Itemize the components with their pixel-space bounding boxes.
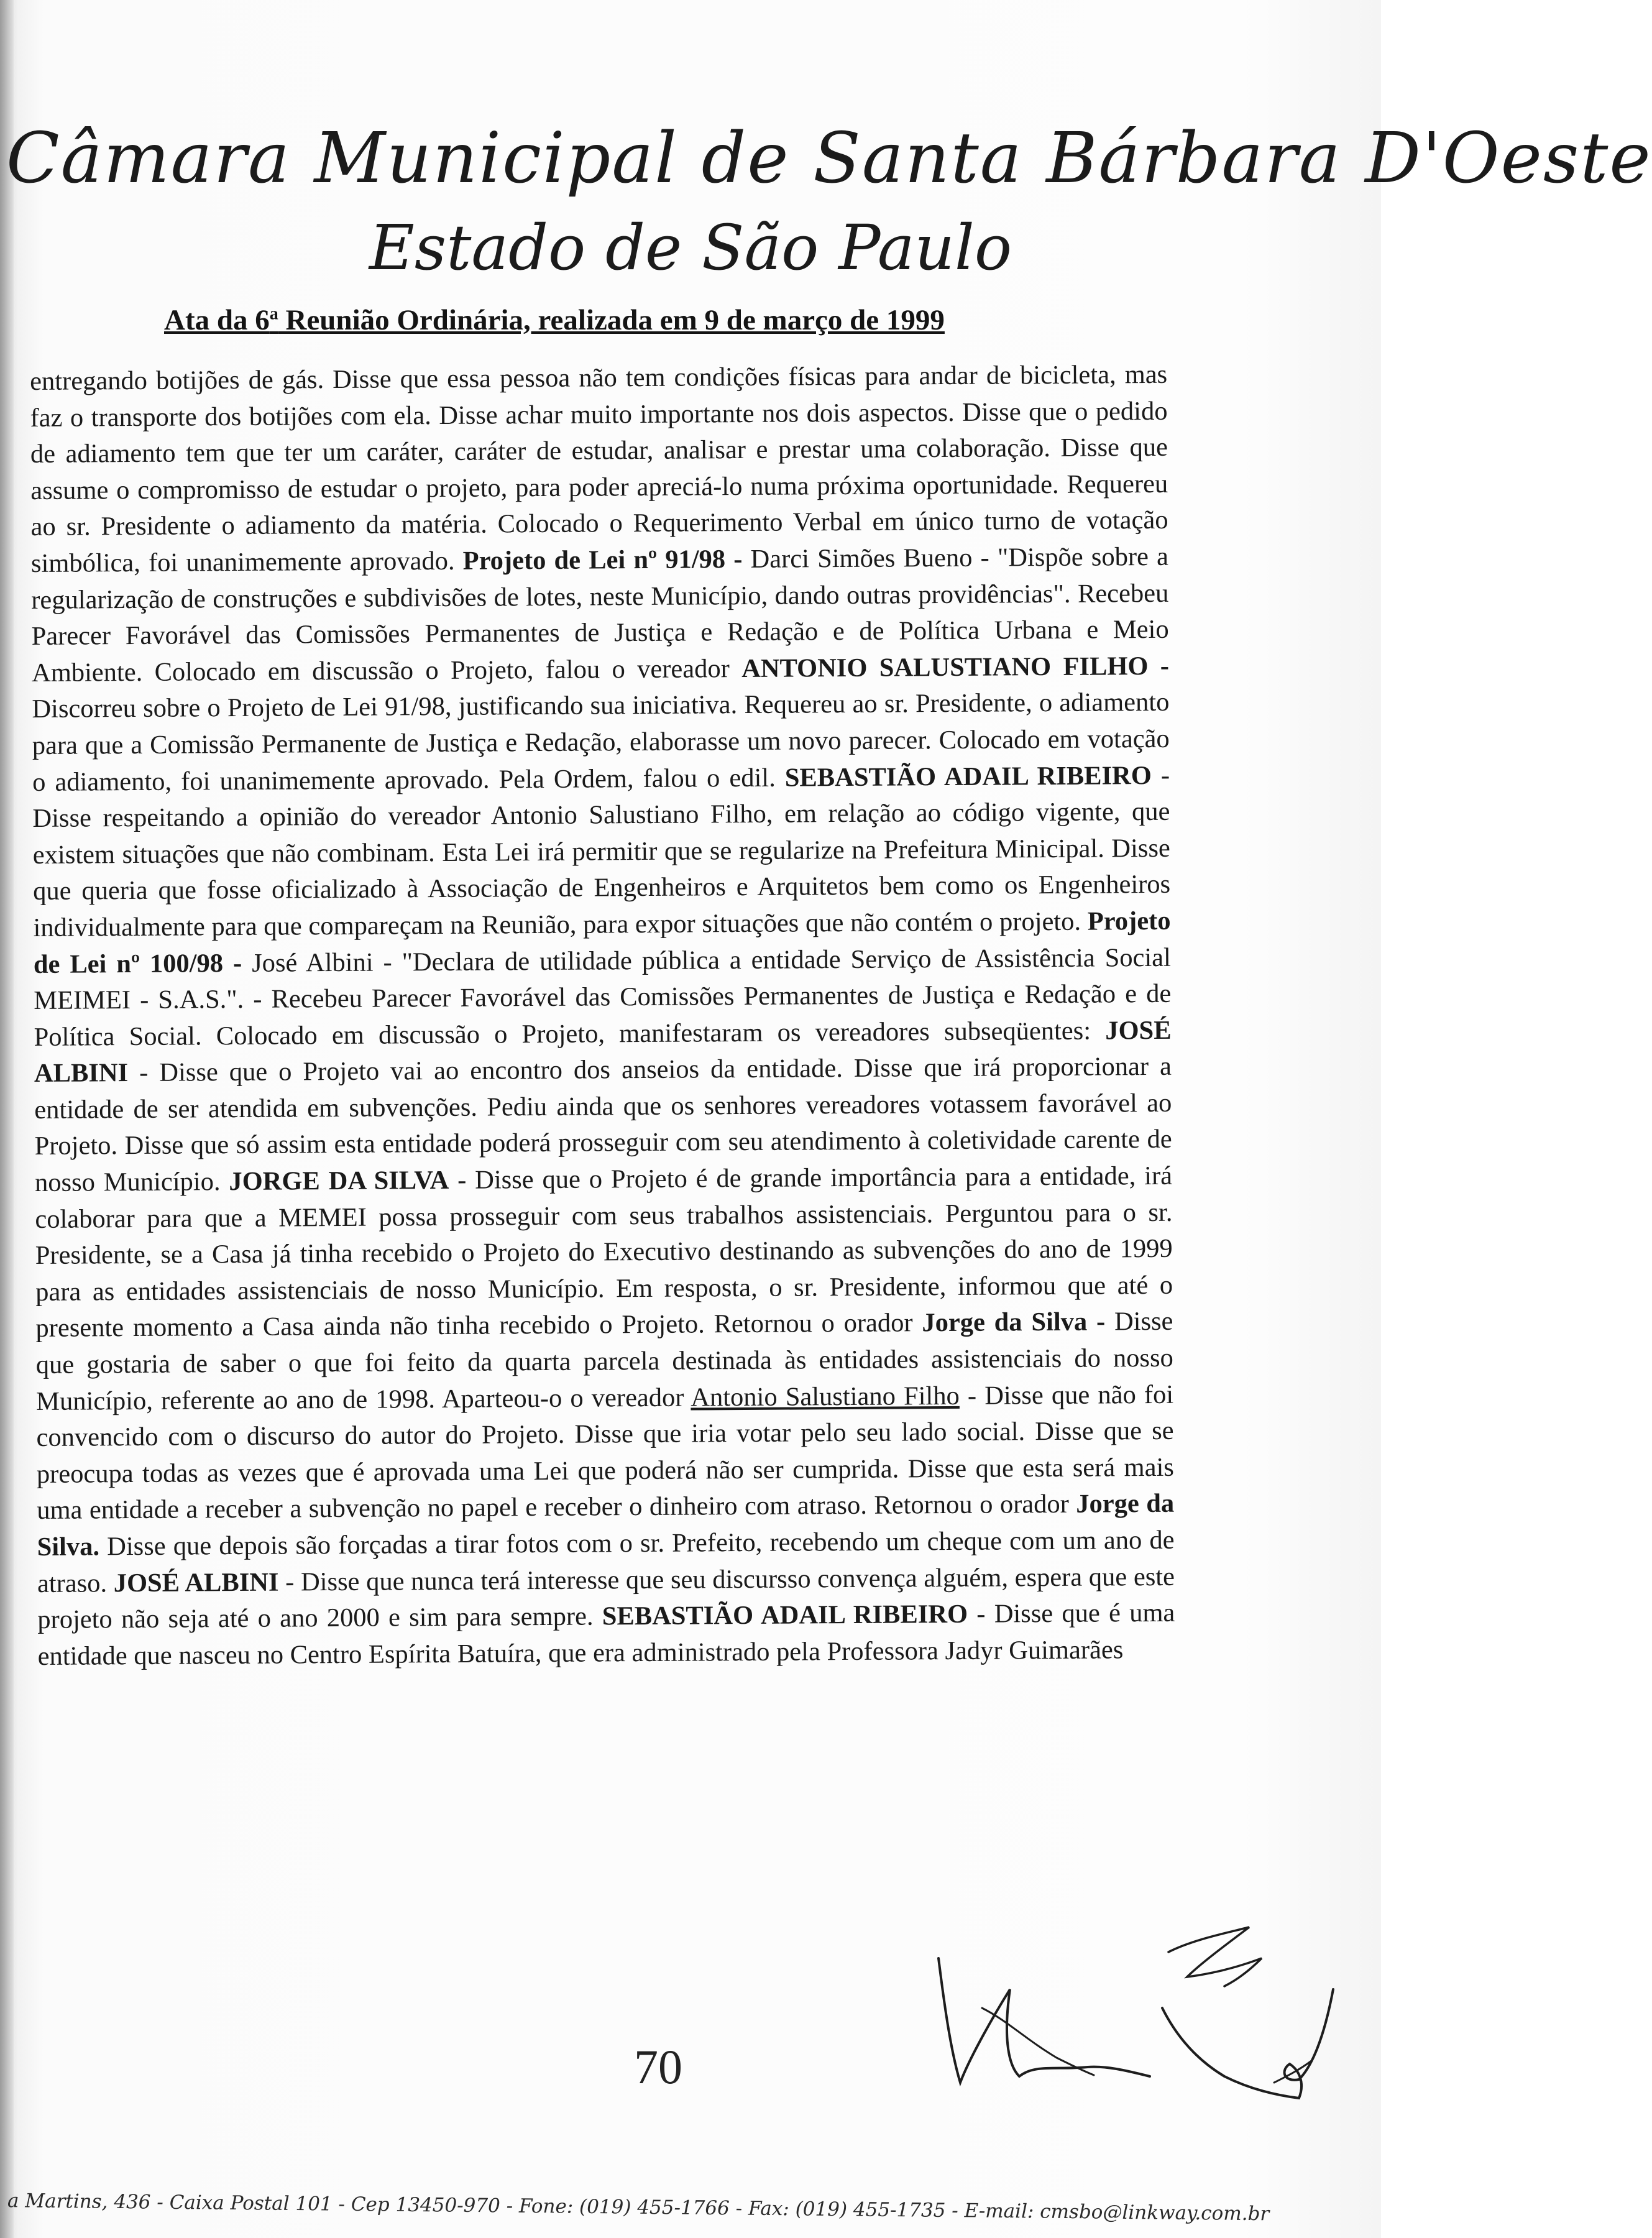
letterhead-state: Estado de São Paulo (369, 211, 1012, 284)
letterhead-chamber-name: Câmara Municipal de Santa Bárbara D'Oeste (6, 118, 1652, 199)
body-text-segment: Discorreu sobre o Projeto de Lei 91/98, justificando sua iniciativa. Requereu ao sr. Presidente, o adiamento para que a Comissão Permanente de Justiça e Redação, elaborasse um novo parecer. Colocado em votação o adiamento, foi unanimemente aprovado. Pela Ordem, falou o edil. (32, 688, 1170, 797)
speaker-name-underlined: Antonio Salustiano Filho (691, 1381, 960, 1412)
body-text-segment: Darci Simões Bueno - "Dispõe sobre a regularização de construções e subdivisões de lotes, neste Município, dando outras providências". Recebeu Parecer Favorável das Comissões Permanentes de Justiça e Redação e de Política Urbana e Meio Ambiente. Colocado em discussão o Projeto, falou o vereador (31, 541, 1169, 688)
page-number: 70 (634, 2040, 682, 2094)
title-prefix: Ata da 6 (164, 304, 270, 336)
bill-heading: Projeto de Lei nº 91/98 - (462, 544, 743, 576)
speaker-name: JORGE DA SILVA (229, 1165, 449, 1197)
speaker-name: Jorge da Silva - (922, 1307, 1106, 1338)
body-text-segment: entregando botijões de gás. Disse que essa pessoa não tem condições físicas para andar de bicicleta, mas faz o transporte dos botijões com ela. Disse achar muito importante nos dois aspectos. Disse que o pedido de adiamento tem que ter um caráter, caráter de estudar, analisar e prestar uma colaboração. Disse que assume o compromisso de estudar o projeto, para poder apreciá-lo numa próxima oportunidade. Requereu ao sr. Presidente o adiamento da matéria. Colocado o Requerimento Verbal em único turno de votação simbólica, foi unanimemente aprovado. (30, 359, 1168, 578)
speaker-name: SEBASTIÃO ADAIL RIBEIRO (602, 1600, 968, 1631)
body-text-segment: José Albini - "Declara de utilidade pública a entidade Serviço de Assistência Social MEIMEI - S.A.S.". - Recebeu Parecer Favorável das Comissões Permanentes de Justiça e Redação e de Política Social. Colocado em discussão o Projeto, manifestaram os vereadores subseqüentes: (34, 942, 1172, 1052)
title-rest: Reunião Ordinária, realizada em 9 de março de 1999 (278, 304, 945, 336)
body-text-segment: Disse que gostaria de saber o que foi feito da quarta parcela destinada às entidades assistenciais do nosso Município, referente ao ano de 1998. Aparteou-o o vereador (35, 1307, 1173, 1416)
body-text-segment: - Disse que o Projeto é de grande importância para a entidade, irá colaborar para que a MEMEI possa prosseguir com seus trabalhos assistenciais. Perguntou para o sr. Presidente, se a Casa já tinha recebido o Projeto do Executivo destinando as subvenções do ano de 1999 para as entidades assistenciais de nosso Município. Em resposta, o sr. Presidente, informou que até o presente momento a Casa ainda não tinha recebido o Projeto. Retornou o orador (35, 1161, 1173, 1343)
body-text-segment: - Disse que não foi convencido com o discurso do autor do Projeto. Disse que iria votar pelo seu lado social. Disse que se preocupa todas as vezes que é aprovada uma Lei que poderá não ser cumprida. Disse que esta será mais uma entidade a receber a subvenção no papel e receber o dinheiro com atraso. Retornou o orador (36, 1379, 1175, 1526)
signature-stroke (1162, 1989, 1333, 2098)
speaker-name: Jorge da Silva. (37, 1489, 1175, 1562)
body-text-segment: - Disse respeitando a opinião do vereador Antonio Salustiano Filho, em relação ao código vigente, que existem situações que não combinam. Esta Lei irá permitir que se regularize na Prefeitura Minicipal. Disse que queria que fosse oficializado à Associação de Engenheiros e Arquitetos bem como os Engenheiros individualmente para que compareçam na Reunião, para expor situações que não contém o projeto. (32, 760, 1171, 942)
body-text-segment: - Disse que o Projeto vai ao encontro dos anseios da entidade. Disse que irá proporcionar a entidade de ser atendida em subvenções. Pediu ainda que os senhores vereadores votassem favorável ao Projeto. Disse que só assim esta entidade poderá prosseguir com seu atendimento à coletividade carente de nosso Município. (34, 1052, 1172, 1198)
body-text-segment: - Disse que nunca terá interesse que seu discursso convença alguém, espera que este projeto não seja até o ano 2000 e sim para sempre. (37, 1562, 1175, 1635)
scan-edge-shadow (0, 0, 14, 2238)
minutes-title (164, 303, 945, 337)
signature-stroke (1168, 1927, 1262, 1986)
speaker-name: ANTONIO SALUSTIANO FILHO - (741, 651, 1170, 683)
body-text-segment: Disse que depois são forçadas a tirar fotos com o sr. Prefeito, recebendo um cheque com um ano de atraso. (37, 1525, 1175, 1598)
body-text-segment: - Disse que é uma entidade que nasceu no Centro Espírita Batuíra, que era administrado pela Professora Jadyr Guimarães (37, 1598, 1175, 1671)
handwritten-signatures (901, 1915, 1349, 2114)
speaker-name: SEBASTIÃO ADAIL RIBEIRO (784, 760, 1152, 793)
title-ordinal-mark: a (269, 304, 278, 324)
signature-stroke (982, 2008, 1094, 2075)
minutes-body (30, 357, 1175, 1675)
letterhead-footer-address: a Martins, 436 - Caixa Postal 101 - Cep 13450-970 - Fone: (019) 455-1766 - Fax: (019) 455-1735 - E-mail: cmsbo@linkway.com.br (7, 2190, 1270, 2226)
signature-stroke (938, 1958, 1150, 2083)
bill-heading: Projeto de Lei nº 100/98 - (33, 906, 1171, 979)
speaker-name: JOSÉ ALBINI (34, 1015, 1172, 1089)
speaker-name: JOSÉ ALBINI (113, 1567, 279, 1598)
